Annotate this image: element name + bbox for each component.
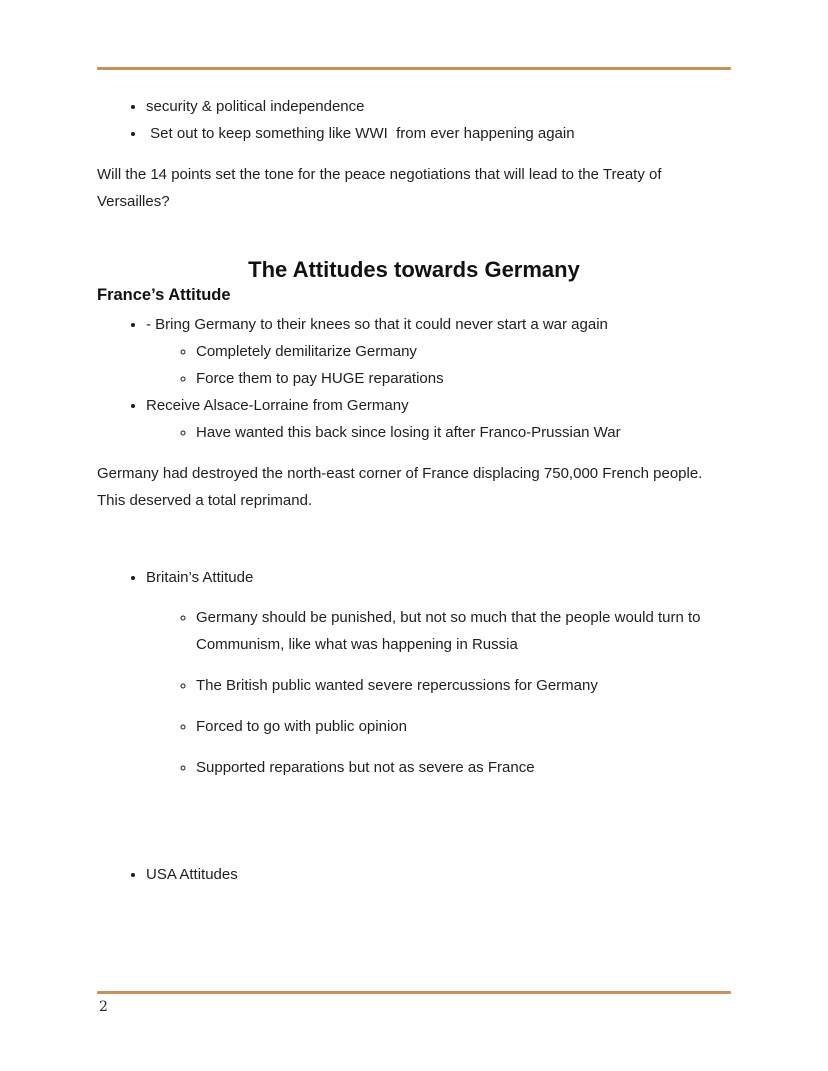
intro-bullet-list xyxy=(97,93,731,147)
france-bullet-list xyxy=(97,311,731,446)
page-number: 2 xyxy=(99,999,108,1015)
list-item xyxy=(196,754,731,781)
list-item-text: security & political independence xyxy=(146,98,365,115)
france-subheading: France’s Attitude xyxy=(97,286,231,304)
list-item-text: Supported reparations but not as severe as France xyxy=(196,759,535,776)
list-item xyxy=(196,365,731,392)
list-item-text: Have wanted this back since losing it after Franco-Prussian War xyxy=(196,424,621,441)
list-item-text: Forced to go with public opinion xyxy=(196,718,407,735)
list-item xyxy=(146,120,731,147)
france-sub-list xyxy=(146,338,731,392)
list-item xyxy=(196,419,731,446)
list-item xyxy=(146,93,731,120)
list-item-text: Germany should be punished, but not so much that the people would turn to Communism, like what was happening in Russia xyxy=(196,609,705,653)
list-item xyxy=(146,564,731,781)
list-item xyxy=(146,392,731,446)
list-item xyxy=(196,338,731,365)
list-item-text: Britain’s Attitude xyxy=(146,569,254,586)
page-content xyxy=(97,93,731,888)
list-item xyxy=(146,311,731,392)
list-item-text: The British public wanted severe repercussions for Germany xyxy=(196,677,598,694)
section-heading: The Attitudes towards Germany xyxy=(248,257,580,282)
britain-bullet-list xyxy=(97,564,731,781)
list-item-text: Set out to keep something like WWI from ever happening again xyxy=(146,125,575,142)
list-item xyxy=(146,861,731,888)
list-item xyxy=(196,713,731,740)
list-item-text: USA Attitudes xyxy=(146,866,238,883)
list-item-text: Receive Alsace-Lorraine from Germany xyxy=(146,397,409,414)
list-item xyxy=(196,604,731,658)
britain-sub-list xyxy=(146,604,731,781)
list-item-text: - Bring Germany to their knees so that it could never start a war again xyxy=(146,316,608,333)
france-sub-list xyxy=(146,419,731,446)
list-item-text: Force them to pay HUGE reparations xyxy=(196,370,444,387)
list-item xyxy=(196,672,731,699)
list-item-text: Completely demilitarize Germany xyxy=(196,343,417,360)
germany-destruction-paragraph: Germany had destroyed the north-east corner of France displacing 750,000 French people. This deserved a total reprimand. xyxy=(97,465,707,509)
bottom-rule xyxy=(97,991,731,994)
usa-bullet-list xyxy=(97,861,731,888)
top-rule xyxy=(97,67,731,70)
question-paragraph: Will the 14 points set the tone for the peace negotiations that will lead to the Treaty of Versailles? xyxy=(97,166,666,210)
